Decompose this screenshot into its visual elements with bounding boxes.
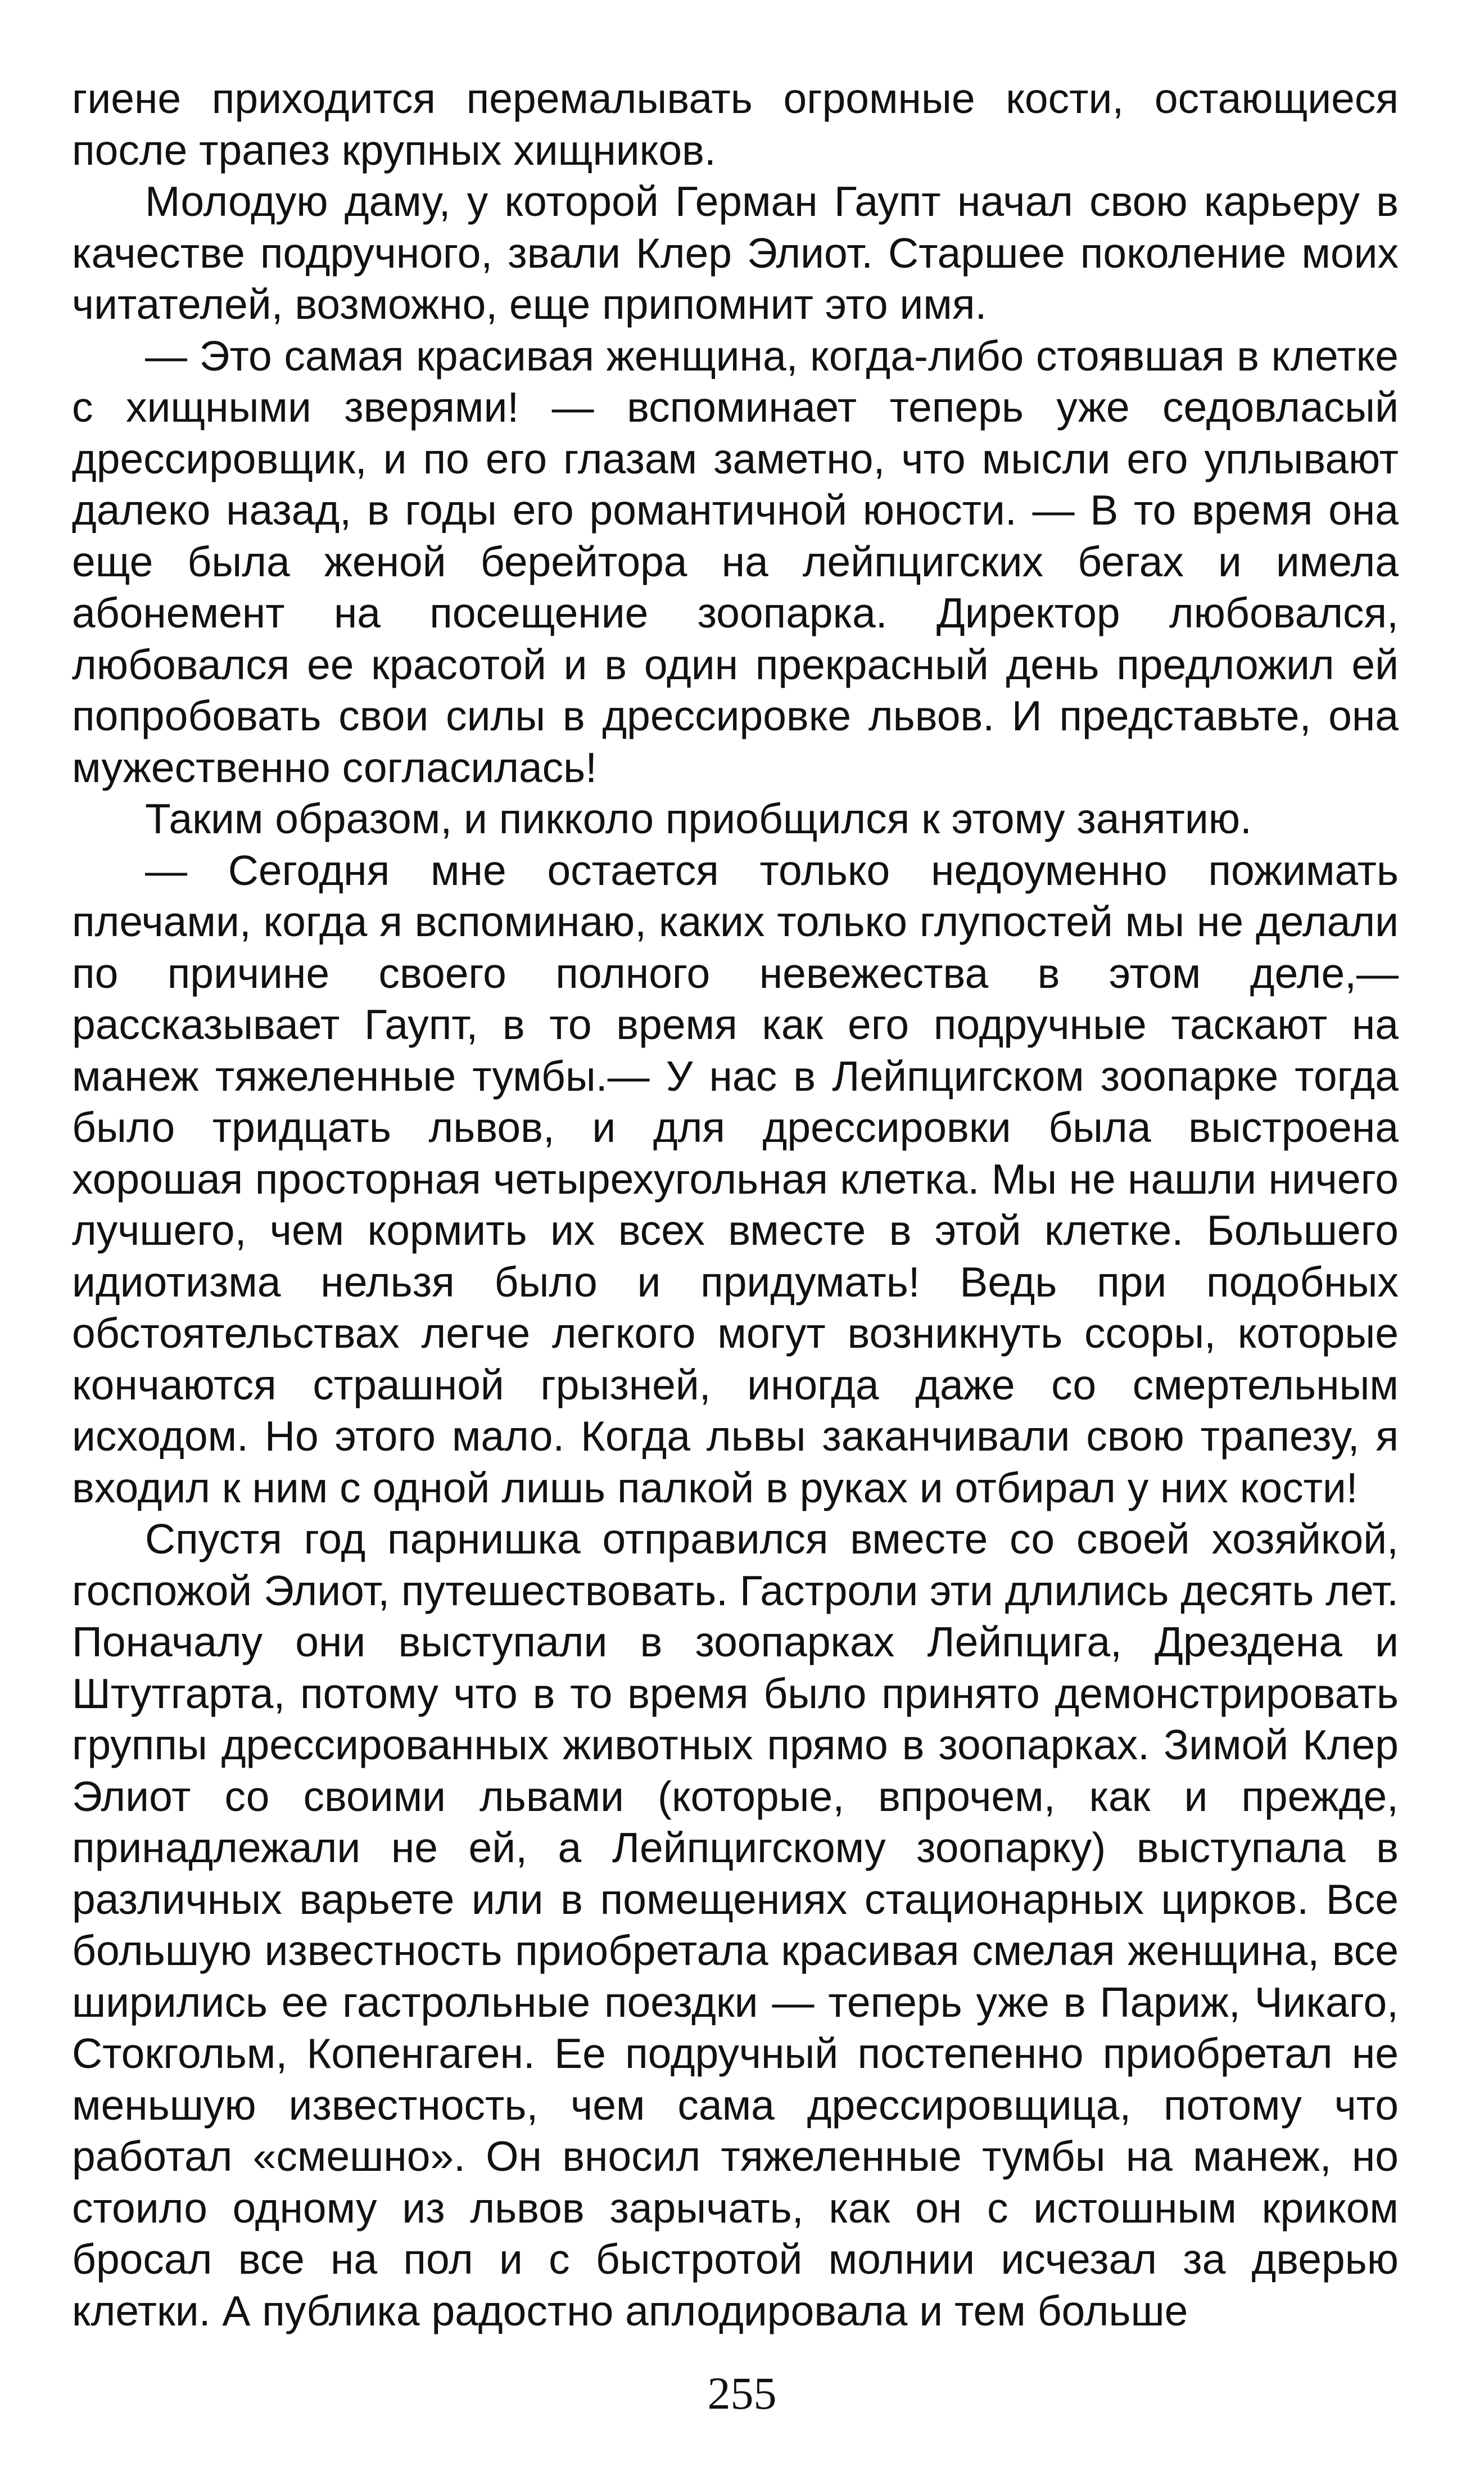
- paragraph: Молодую даму, у которой Герман Гаупт начал свою карьеру в качестве подручного, звали Клер Элиот. Старшее поколение моих читателей, возможно, еще припомнит это имя.: [72, 178, 1399, 328]
- page-number: 255: [707, 2368, 777, 2419]
- paragraph: — Сегодня мне остается только недоуменно пожимать плечами, когда я вспоминаю, каких только глупостей мы не делали по причине своего полного невежества в этом деле,— рассказывает Гаупт, в то время как его подручные таскают на манеж тяжеленные тумбы.— У нас в Лейпцигском зоопарке тогда было тридцать львов, и для дрессировки была выстроена хорошая просторная четырехугольная клетка. Мы не нашли ничего лучшего, чем кормить их всех вместе в этой клетке. Большего идиотизма нельзя было и придумать! Ведь при подобных обстоятельствах легче легкого могут возникнуть ссоры, которые кончаются страшной грызней, иногда даже со смертельным исходом. Но этого мало. Когда львы заканчивали свою трапезу, я входил к ним с одной лишь палкой в руках и отбирал у них кости!: [72, 846, 1399, 1511]
- paragraph: Таким образом, и пикколо приобщился к этому занятию.: [145, 795, 1252, 842]
- body-text: [72, 73, 1399, 2337]
- paragraph: — Это самая красивая женщина, когда-либо стоявшая в клетке с хищными зверями! — вспоминает теперь уже седовласый дрессировщик, и по его глазам заметно, что мысли его уплывают далеко назад, в годы его романтичной юности. — В то время она еще была женой берейтора на лейпцигских бегах и имела абонемент на посещение зоопарка. Директор любовался, любовался ее красотой и в один прекрасный день предложил ей попробовать свои силы в дрессировке львов. И представьте, она мужественно согласилась!: [72, 332, 1399, 791]
- paragraph-continuation: гиене приходится перемалывать огромные кости, остающиеся после трапез крупных хищников.: [72, 75, 1399, 174]
- paragraph: Спустя год парнишка отправился вместе со своей хозяйкой, госпожой Элиот, путешествовать. Гастроли эти длились десять лет. Поначалу они выступали в зоопарках Лейпцига, Дрездена и Штутгарта, потому что в то время было принято демонстрировать группы дрессированных животных прямо в зоопарках. Зимой Клер Элиот со своими львами (которые, впрочем, как и прежде, принадлежали не ей, а Лейпцигскому зоопарку) выступала в различных варьете или в помещениях стационарных цирков. Все большую известность приобретала красивая смелая женщина, все ширились ее гастрольные поездки — теперь уже в Париж, Чикаго, Стокгольм, Копенгаген. Ее подручный постепенно приобретал не меньшую известность, чем сама дрессировщица, потому что работал «смешно». Он вносил тяжеленные тумбы на манеж, но стоило одному из львов зарычать, как он с истошным криком бросал все на пол и с быстротой молнии исчезал за дверью клетки. А публика радостно аплодировала и тем больше: [72, 1515, 1399, 2334]
